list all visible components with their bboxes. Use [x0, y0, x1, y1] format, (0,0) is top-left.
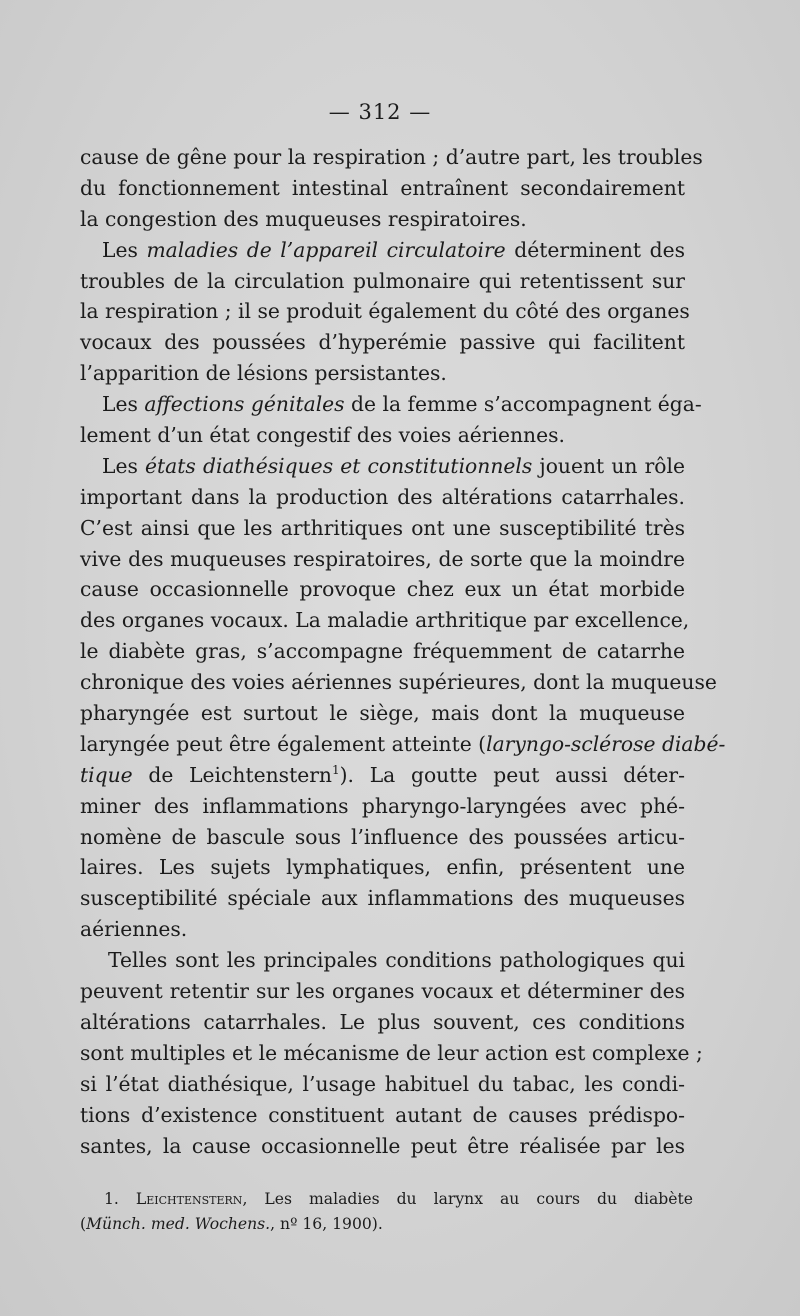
text-line: l’apparition de lésions persistantes.	[80, 361, 447, 386]
text-line: Les affections génitales de la femme s’accompagnent éga-	[102, 392, 702, 417]
text-line: laires. Les sujets lymphatiques, enfin, présentent une	[80, 855, 685, 880]
italic-term: maladies de l’appareil circulatoire	[146, 237, 506, 262]
text-line: peuvent retentir sur les organes vocaux et déterminer des	[80, 979, 685, 1004]
footnote-author: Leichtenstern	[135, 1190, 243, 1208]
text-line: important dans la production des altérations catarrhales.	[80, 484, 685, 509]
italic-term: états diathésiques et constitutionnels	[145, 453, 533, 478]
footnote-line: (Münch. med. Wochens., nº 16, 1900).	[80, 1214, 383, 1233]
text-line: nomène de bascule sous l’influence des poussées articu-	[80, 824, 685, 849]
footnote-line: 1. Leichtenstern, Les maladies du larynx au cours du diabète	[104, 1190, 693, 1208]
text-line: laryngée peut être également atteinte (laryngo-sclérose diabé-	[80, 731, 726, 756]
text-line: cause occasionnelle provoque chez eux un état morbide	[80, 577, 685, 602]
footnote-journal: Münch. med. Wochens.	[86, 1214, 271, 1233]
text-line: tions d’existence constituent autant de causes prédispo-	[80, 1102, 685, 1127]
text-line: altérations catarrhales. Le plus souvent, ces conditions	[80, 1009, 685, 1034]
text-line: lement d’un état congestif des voies aériennes.	[80, 423, 565, 448]
page-number: — 312 —	[328, 100, 432, 124]
text-line: si l’état diathésique, l’usage habituel du tabac, les condi-	[80, 1071, 685, 1096]
text-line: tique de Leichtenstern$^1$). La goutte peut aussi déter-	[80, 762, 685, 787]
text-line: troubles de la circulation pulmonaire qui retentissent sur	[80, 268, 685, 293]
text-line: des organes vocaux. La maladie arthritique par excellence,	[80, 608, 690, 633]
text-line: C’est ainsi que les arthritiques ont une susceptibilité très	[80, 515, 685, 540]
text-line: Les états diathésiques et constitutionnels jouent un rôle	[102, 453, 686, 478]
italic-term: laryngo-sclérose diabé-	[486, 731, 726, 756]
text-line: du fonctionnement intestinal entraînent secondairement	[80, 175, 685, 200]
text-line: santes, la cause occasionnelle peut être réalisée par les	[80, 1133, 685, 1158]
italic-term: tique	[80, 762, 133, 787]
text-line: pharyngée est surtout le siège, mais dont la muqueuse	[80, 701, 685, 726]
text-line: Les maladies de l’appareil circulatoire déterminent des	[102, 237, 685, 262]
text-line: Telles sont les principales conditions pathologiques qui	[108, 948, 685, 973]
text-line: cause de gêne pour la respiration ; d’autre part, les troubles	[80, 145, 703, 169]
text-line: vive des muqueuses respiratoires, de sorte que la moindre	[80, 546, 685, 571]
footnote	[80, 1187, 693, 1236]
text-line: sont multiples et le mécanisme de leur action est complexe ;	[80, 1040, 703, 1065]
footnote-ref: 1	[332, 763, 340, 778]
text-line: miner des inflammations pharyngo-laryngées avec phé-	[80, 793, 685, 818]
text-line: chronique des voies aériennes supérieures, dont la muqueuse	[80, 670, 717, 695]
text-line: le diabète gras, s’accompagne fréquemment de catarrhe	[80, 639, 685, 664]
text-line: aériennes.	[80, 917, 188, 942]
text-line: la congestion des muqueuses respiratoires.	[80, 206, 527, 231]
italic-term: affections génitales	[144, 392, 345, 417]
body-text	[80, 142, 726, 1161]
text-line: vocaux des poussées d’hyperémie passive qui facilitent	[80, 330, 685, 355]
text-line: susceptibilité spéciale aux inflammations des muqueuses	[80, 886, 685, 911]
text-line: la respiration ; il se produit également du côté des organes	[80, 299, 690, 324]
